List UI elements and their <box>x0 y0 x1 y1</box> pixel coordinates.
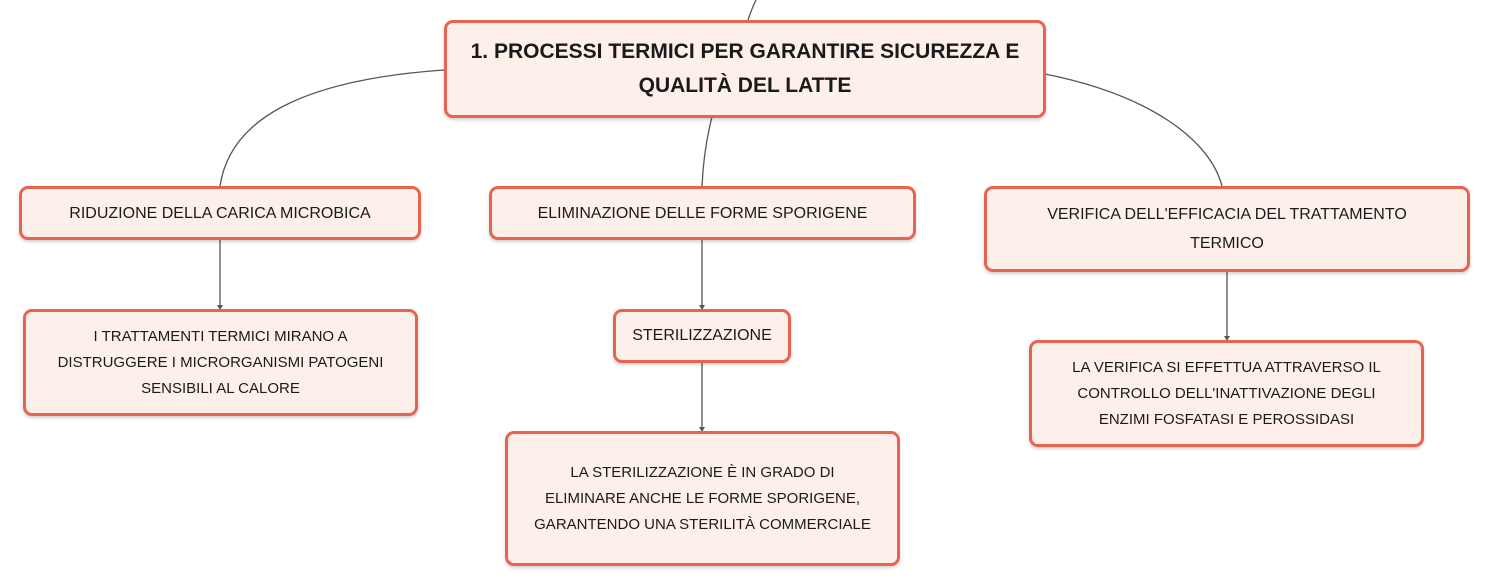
verification-detail-node[interactable] <box>1029 340 1424 447</box>
connector-root-to-reduction <box>220 70 444 186</box>
sterilization-detail-line-1: LA STERILIZZAZIONE È IN GRADO DI <box>570 463 835 481</box>
sterilization-detail-node[interactable] <box>505 431 900 566</box>
reduction-detail-line-1: I TRATTAMENTI TERMICI MIRANO A <box>93 327 348 345</box>
sterilization-detail-line-3: GARANTENDO UNA STERILITÀ COMMERCIALE <box>534 515 871 533</box>
elimination-topic-node[interactable] <box>489 186 916 240</box>
reduction-detail-line-2: DISTRUGGERE I MICRORGANISMI PATOGENI <box>57 353 384 371</box>
root-topic-line-2: QUALITÀ DEL LATTE <box>638 74 852 97</box>
sterilization-topic-label: STERILIZZAZIONE <box>632 327 772 344</box>
elimination-topic-label: ELIMINAZIONE DELLE FORME SPORIGENE <box>537 204 868 222</box>
verification-topic-line-2: TERMICO <box>1190 235 1264 252</box>
verification-detail-line-3: ENZIMI FOSFATASI E PEROSSIDASI <box>1098 410 1355 428</box>
reduction-topic-label: RIDUZIONE DELLA CARICA MICROBICA <box>69 204 371 222</box>
verification-detail-line-1: LA VERIFICA SI EFFETTUA ATTRAVERSO IL <box>1072 358 1381 376</box>
sterilization-detail-line-2: ELIMINARE ANCHE LE FORME SPORIGENE, <box>544 489 861 507</box>
verification-detail-line-2: CONTROLLO DELL'INATTIVAZIONE DEGLI <box>1077 384 1376 402</box>
reduction-detail-line-3: SENSIBILI AL CALORE <box>141 379 300 397</box>
reduction-topic-node[interactable] <box>19 186 421 240</box>
connector-root-to-elimination <box>702 117 712 186</box>
sterilization-topic-node[interactable] <box>613 309 791 363</box>
root-topic-line-1: 1. PROCESSI TERMICI PER GARANTIRE SICUREZZA E <box>470 40 1020 63</box>
reduction-detail-node[interactable] <box>23 309 418 416</box>
verification-topic-line-1: VERIFICA DELL'EFFICACIA DEL TRATTAMENTO <box>1047 206 1407 223</box>
connector-parent-to-root <box>748 0 756 20</box>
root-topic-node[interactable] <box>444 20 1046 118</box>
connector-root-to-verification <box>1045 74 1222 186</box>
verification-topic-node[interactable] <box>984 186 1470 272</box>
